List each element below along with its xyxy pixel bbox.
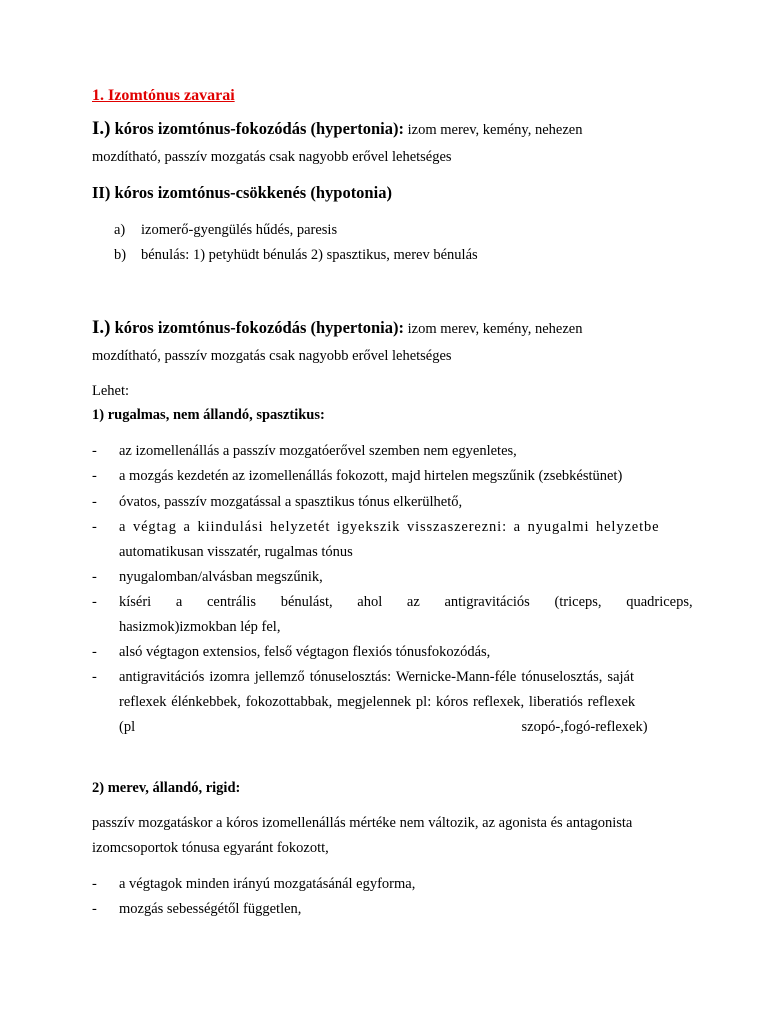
lehet-label: Lehet: xyxy=(92,383,130,399)
list-text-justified xyxy=(119,592,693,612)
section-hypertonia-heading-repeat xyxy=(92,318,582,339)
list-text: az izomellenállás a passzív mozgatóerővel szemben nem egyenletes, xyxy=(119,443,517,459)
list-text: automatikusan visszatér, rugalmas tónus xyxy=(119,544,353,560)
list-text: hasizmok)izmokban lép fel, xyxy=(119,619,281,635)
section-hypertonia-text: mozdítható, passzív mozgatás csak nagyobb erővel lehetséges xyxy=(92,149,452,165)
paragraph-line: izomcsoportok tónusa egyaránt fokozott, xyxy=(92,840,329,856)
section-hypertonia-heading xyxy=(92,119,582,140)
list-text: antigravitációs izomra jellemző tónuselosztás: Wernicke-Mann-féle tónuselosztás, saját xyxy=(119,669,634,685)
document-title: 1. Izomtónus zavarai xyxy=(92,87,235,104)
list-text: mozgás sebességétől független, xyxy=(119,901,302,917)
list-text: (pl szopó-,fogó-reflexek) xyxy=(119,719,648,735)
list-text-line: a végtag a kiindulási helyzetét igyekszik visszaszerezni: a nyugalmi helyzetbe xyxy=(119,519,660,535)
list-text-line: kíséri a centrális bénulást, ahol az antigravitációs (triceps, quadriceps, xyxy=(119,594,693,610)
bullet-marker: - xyxy=(92,569,97,585)
list-text: nyugalomban/alvásban megszűnik, xyxy=(119,569,323,585)
subsection-rigid-heading: 2) merev, állandó, rigid: xyxy=(92,780,241,796)
section-heading-rest: izom merev, kemény, nehezen xyxy=(403,321,583,337)
section-heading-text: kóros izomtónus-fokozódás (hypertonia): xyxy=(110,119,404,138)
section-hypotonia-heading: II) kóros izomtónus-csökkenés (hypotonia) xyxy=(92,183,392,202)
paragraph-line: passzív mozgatáskor a kóros izomellenállás mértéke nem változik, az agonista és antagonista xyxy=(92,815,633,831)
list-text: bénulás: 1) petyhüdt bénulás 2) spasztikus, merev bénulás xyxy=(141,247,478,263)
list-text: reflexek élénkebbek, fokozottabbak, megjelennek pl: kóros reflexek, liberatiós reflexek xyxy=(119,694,636,710)
bullet-marker: - xyxy=(92,594,97,610)
bullet-marker: - xyxy=(92,901,97,917)
bullet-marker: - xyxy=(92,876,97,892)
list-text: óvatos, passzív mozgatással a spasztikus tónus elkerülhető, xyxy=(119,494,463,510)
bullet-marker: - xyxy=(92,519,97,535)
section-label: I.) xyxy=(92,118,111,139)
section-heading-rest: izom merev, kemény, nehezen xyxy=(403,122,583,138)
bullet-marker: - xyxy=(92,443,97,459)
bullet-marker: - xyxy=(92,669,97,685)
list-marker: a) xyxy=(114,222,126,238)
subsection-spastic-heading: 1) rugalmas, nem állandó, spasztikus: xyxy=(92,407,325,423)
list-text: alsó végtagon extensios, felső végtagon flexiós tónusfokozódás, xyxy=(119,644,491,660)
list-text-justified xyxy=(119,517,676,537)
list-text: izomerő-gyengülés hűdés, paresis xyxy=(141,222,338,238)
list-marker: b) xyxy=(114,247,127,263)
list-text: a mozgás kezdetén az izomellenállás fokozott, majd hirtelen megszűnik (zsebkéstünet) xyxy=(119,468,623,484)
section-hypertonia-text-repeat: mozdítható, passzív mozgatás csak nagyobb erővel lehetséges xyxy=(92,348,452,364)
list-text: a végtagok minden irányú mozgatásánál egyforma, xyxy=(119,876,416,892)
bullet-marker: - xyxy=(92,644,97,660)
section-label: I.) xyxy=(92,317,111,338)
bullet-marker: - xyxy=(92,468,97,484)
bullet-marker: - xyxy=(92,494,97,510)
section-heading-text: kóros izomtónus-fokozódás (hypertonia): xyxy=(110,318,404,337)
